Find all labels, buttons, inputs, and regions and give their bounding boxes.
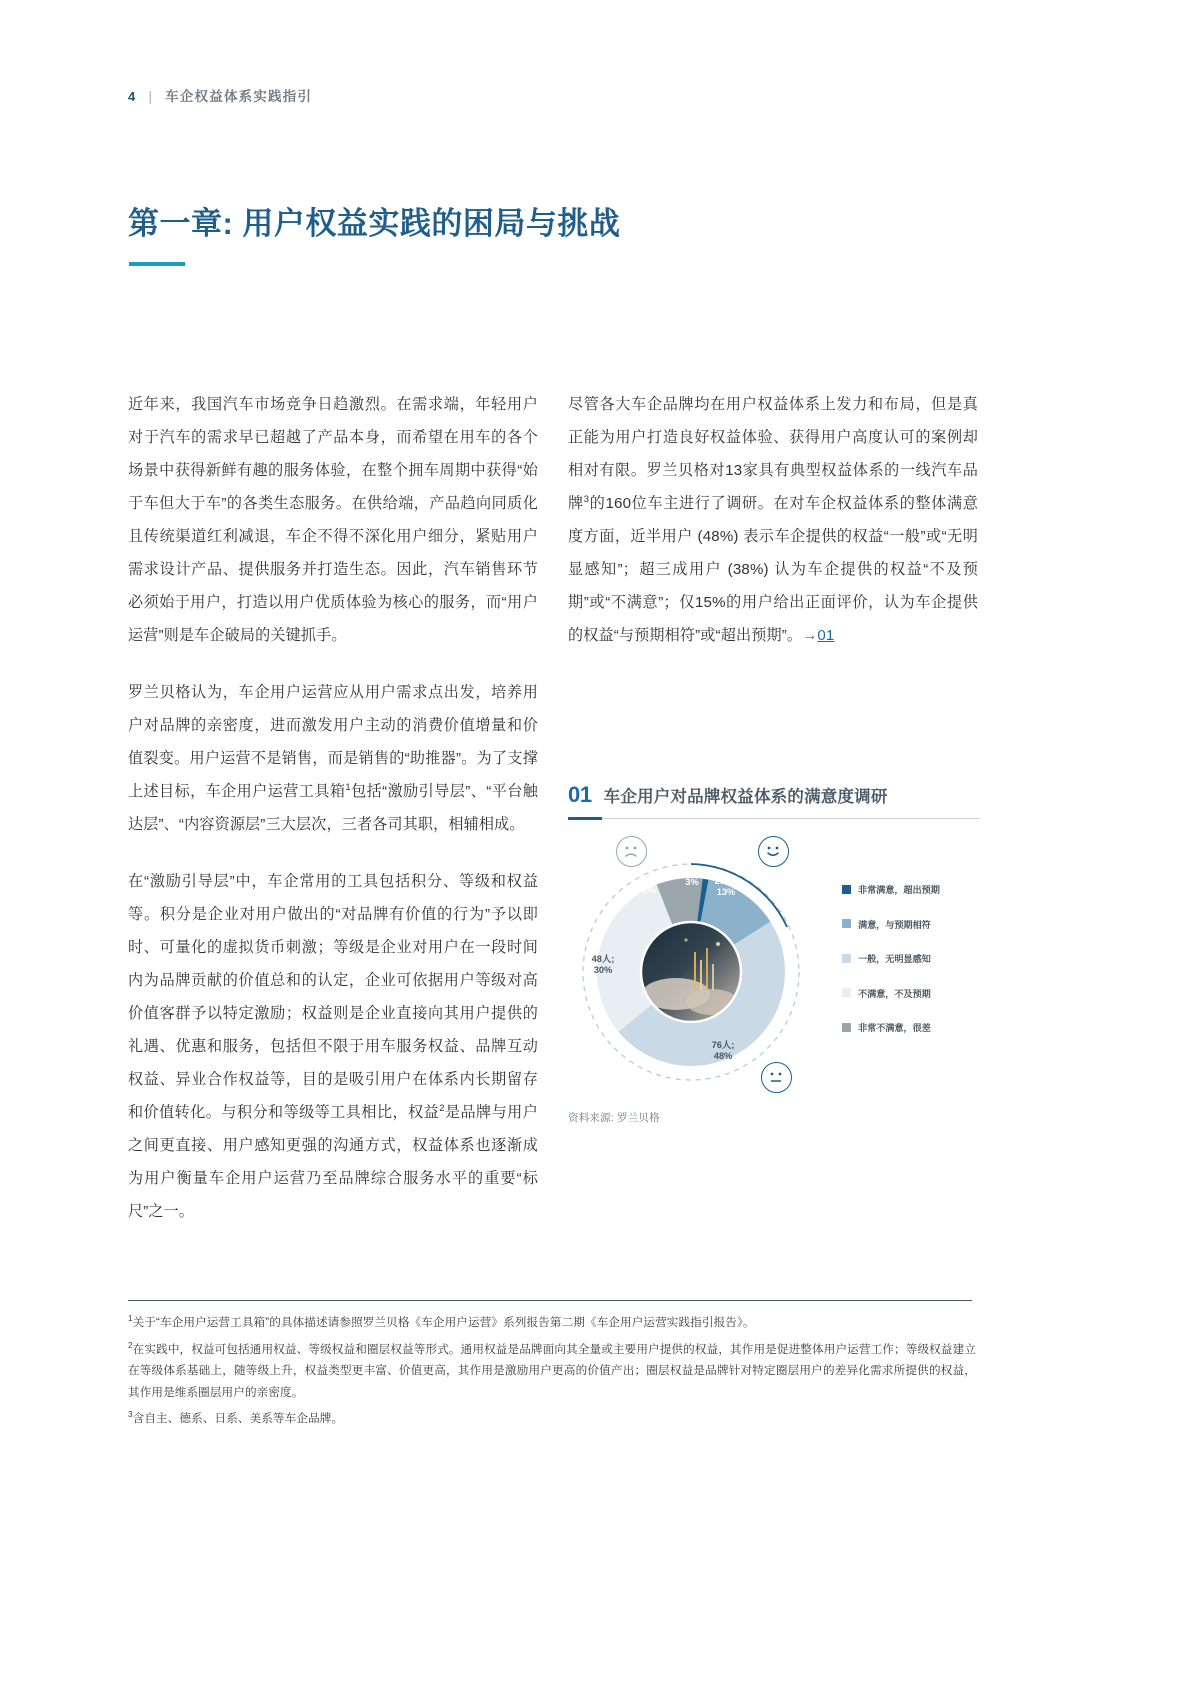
- data-label-very-dissatisfied: 12人; 8%: [637, 874, 661, 895]
- exhibit-link-arrow: →: [802, 627, 818, 644]
- legend-item: [842, 882, 982, 896]
- chapter-title-underline: [129, 262, 185, 266]
- satisfaction-donut-chart: [566, 844, 816, 1094]
- page-number: 4: [128, 89, 136, 104]
- legend-label-satisfied: 满意，与预期相符: [858, 919, 931, 930]
- footnote-2-mark: 2: [128, 1340, 133, 1350]
- legend-swatch-neutral: [842, 954, 851, 963]
- legend-label-neutral: 一般，无明显感知: [858, 954, 931, 964]
- paragraph-3-part-b: 是品牌与用户之间更直接、用户感知更强的沟通方式，权益体系也逐渐成为用户衡量车企用户运营乃至品牌综合服务水平的重要“标尺”之一。: [128, 1104, 538, 1220]
- exhibit-01: [568, 782, 980, 1116]
- body-right-column: [568, 388, 978, 652]
- legend-label-very-dissatisfied: 非常不满意，很差: [858, 1023, 931, 1033]
- footnote-1-mark: 1: [128, 1314, 133, 1324]
- legend-swatch-dissatisfied: [842, 988, 851, 997]
- legend-swatch-very-satisfied: [842, 885, 851, 894]
- legend-item: [842, 917, 982, 931]
- paragraph-2-part-a: 罗兰贝格认为，车企用户运营应从用户需求点出发，培养用户对品牌的亲密度，进而激发用户主动的消费价值增量和价值裂变。用户运营不是销售，而是销售的“助推器”。为了支撑上述目标，车企用户运营工具箱: [128, 684, 538, 800]
- data-label-neutral: 76人; 48%: [711, 1040, 735, 1061]
- paragraph-4-part-b: 的160位车主进行了调研。在对车企权益体系的整体满意度方面，近半用户 (48%) 表示车企提供的权益“一般”或“无明显感知”；超三成用户 (38%) 认为车企提供的权益“不及预期”或“不满意”；仅15%的用户给出正面评价，认为车企提供的权益“与预期相符”或“超出预期”。: [568, 495, 978, 644]
- exhibit-source: 资料来源: 罗兰贝格: [568, 1112, 660, 1124]
- footnote-ref-3: 3: [583, 493, 590, 505]
- legend-swatch-very-dissatisfied: [842, 1023, 851, 1032]
- legend-item: [842, 951, 982, 965]
- paragraph-4: [568, 388, 978, 652]
- footnote-1-text: 关于“车企用户运营工具箱”的具体描述请参照罗兰贝格《车企用户运营》系列报告第二期《车企用户运营实践指引报告》。: [132, 1316, 755, 1329]
- legend-item: [842, 1020, 982, 1034]
- page-header: [128, 85, 312, 105]
- exhibit-number: 01: [568, 782, 592, 807]
- exhibit-divider-accent: [568, 817, 602, 820]
- data-label-very-satisfied: 4人; 3%: [683, 866, 701, 887]
- footnotes: [128, 1312, 976, 1435]
- footnote-3-mark: 3: [128, 1410, 133, 1420]
- legend-item: [842, 986, 982, 1000]
- paragraph-4-part-a: 尽管各大车企品牌均在用户权益体系上发力和布局，但是真正能为用户打造良好权益体验、获得用户高度认可的案例却相对有限。罗兰贝格对13家具有典型权益体系的一线汽车品牌: [568, 396, 978, 512]
- exhibit-divider-base: [568, 818, 980, 819]
- exhibit-divider: [568, 817, 980, 820]
- paragraph-1: 近年来，我国汽车市场竞争日趋激烈。在需求端，年轻用户对于汽车的需求早已超越了产品本身，而希望在用车的各个场景中获得新鲜有趣的服务体验，在整个拥车周期中获得“始于车但大于车”的各类生态服务。在供给端，产品趋向同质化且传统渠道红利减退，车企不得不深化用户细分，紧贴用户需求设计产品、提供服务并打造生态。因此，汽车销售环节必须始于用户，打造以用户优质体验为核心的服务，而“用户运营”则是车企破局的关键抓手。: [128, 396, 538, 644]
- chapter-title: 第一章: 用户权益实践的困局与挑战: [128, 206, 621, 241]
- footnote-2: [128, 1339, 976, 1404]
- footnote-divider: [128, 1300, 972, 1301]
- exhibit-body: [568, 826, 980, 1116]
- paragraph-2-part-b: 包括“激励引导层”、“平台触达层”、“内容资源层”三大层次，三者各司其职，相辅相成。: [128, 783, 538, 833]
- footnote-3-text: 含自主、德系、日系、美系等车企品牌。: [132, 1412, 344, 1425]
- legend-swatch-satisfied: [842, 919, 851, 928]
- exhibit-cross-reference-link[interactable]: [802, 627, 834, 644]
- paragraph-3-part-a: 在“激励引导层”中，车企常用的工具包括积分、等级和权益等。积分是企业对用户做出的“对品牌有价值的行为”予以即时、可量化的虚拟货币刺激；等级是企业对用户在一段时间内为品牌贡献的价值总和的认定，企业可依据用户等级对高价值客群予以特定激励；权益则是企业直接向其用户提供的礼遇、优惠和服务，包括但不限于用车服务权益、品牌互动权益、异业合作权益等，目的是吸引用户在体系内长期留存和价值转化。与积分和等级等工具相比，权益: [128, 873, 538, 1121]
- exhibit-title: 车企用户对品牌权益体系的满意度调研: [603, 788, 888, 806]
- paragraph-3: [128, 865, 538, 1228]
- paragraph-2: [128, 676, 538, 841]
- document-title: 车企权益体系实践指引: [165, 89, 313, 104]
- exhibit-link-number: 01: [817, 627, 835, 644]
- data-label-satisfied: 20人; 13%: [714, 876, 738, 897]
- exhibit-header: [568, 782, 980, 808]
- chart-legend: [842, 882, 982, 1034]
- legend-label-very-satisfied: 非常满意，超出预期: [858, 885, 940, 895]
- legend-label-dissatisfied: 不满意，不及预期: [858, 988, 931, 999]
- body-left-column: [128, 388, 538, 1228]
- footnote-3: [128, 1408, 976, 1430]
- footnote-ref-2: 2: [439, 1102, 445, 1114]
- footnote-1: [128, 1312, 976, 1334]
- footnote-2-text: 在实践中，权益可包括通用权益、等级权益和圈层权益等形式。通用权益是品牌面向其全量或主要用户提供的权益，其作用是促进整体用户运营工作；等级权益建立在等级体系基础上，随等级上升，权益类型更丰富、价值更高，其作用是激励用户更高的价值产出；圈层权益是品牌针对特定圈层用户的差异化需求所提供的权益，其作用是维系圈层用户的亲密度。: [128, 1342, 976, 1399]
- data-label-dissatisfied: 48人; 30%: [591, 954, 615, 975]
- header-separator: |: [148, 89, 153, 104]
- footnote-ref-1: 1: [345, 781, 351, 793]
